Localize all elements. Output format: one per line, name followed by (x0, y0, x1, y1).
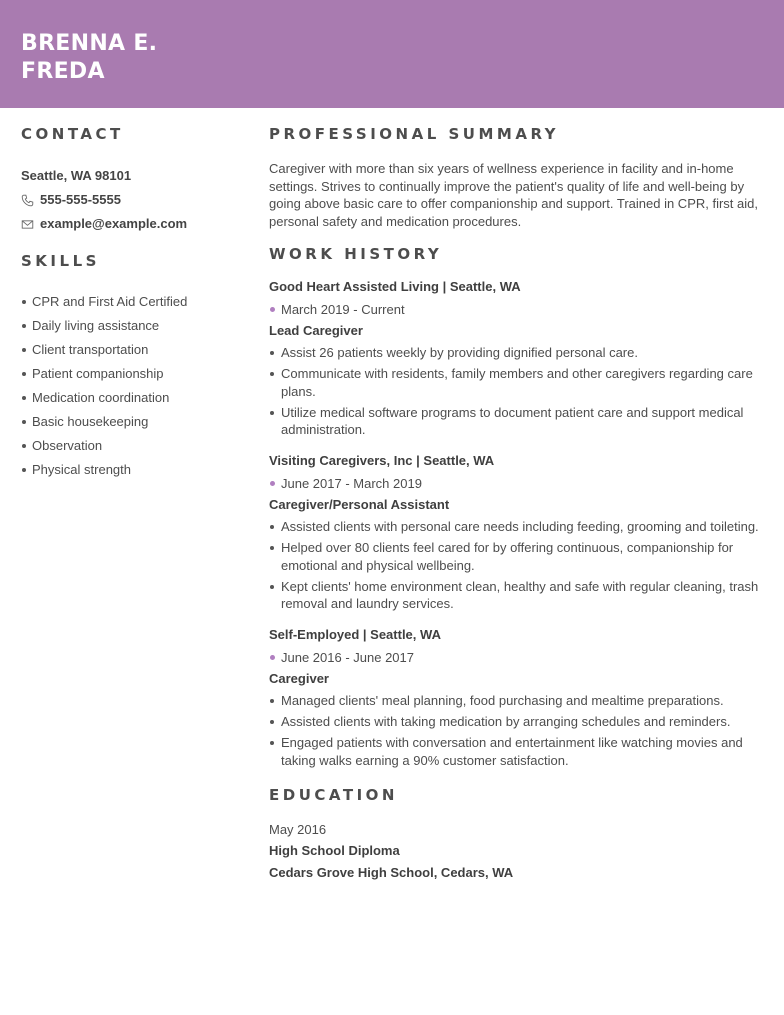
skill-item: Patient companionship (21, 362, 236, 386)
job-employer: Good Heart Assisted Living | Seattle, WA (269, 279, 521, 294)
education-date: May 2016 (269, 821, 327, 837)
skill-item: Medication coordination (21, 386, 236, 410)
job-entry (269, 626, 769, 769)
education-heading: EDUCATION (269, 785, 398, 804)
job-bullet: Engaged patients with conversation and entertainment like watching movies and taking walks earning a 90% customer satisfaction. (269, 734, 769, 769)
address-text: Seattle, WA 98101 (21, 168, 132, 183)
phone-text: 555-555-5555 (40, 192, 121, 207)
first-name: BRENNA E. (21, 31, 158, 56)
job-bullet: Assisted clients with taking medication by arranging schedules and reminders. (269, 713, 769, 731)
job-dates: June 2016 - June 2017 (269, 647, 769, 668)
job-role: Caregiver (269, 671, 329, 686)
job-bullets (269, 518, 769, 613)
job-bullet: Communicate with residents, family members and other caregivers regarding care plans. (269, 365, 769, 400)
job-bullet: Kept clients' home environment clean, healthy and safe with regular cleaning, trash removal and laundry services. (269, 578, 769, 613)
last-name: FREDA (21, 59, 105, 84)
skill-item: Basic housekeeping (21, 410, 236, 434)
contact-heading: CONTACT (21, 125, 124, 143)
email-text: example@example.com (40, 216, 188, 231)
summary-text: Caregiver with more than six years of wellness experience in facility and in-home settings. Strives to continually improve the patient's quality of life and well-being by going above basic care to offer companionship and support. Trained in CPR, first aid, personal safety and medication procedures. (269, 161, 758, 229)
job-bullet: Helped over 80 clients feel cared for by offering continuous, companionship for emotional and physical wellbeing. (269, 539, 769, 574)
candidate-name (21, 30, 157, 86)
work-history-heading: WORK HISTORY (269, 245, 443, 263)
education-degree: High School Diploma (269, 843, 400, 858)
contact-phone (21, 188, 236, 212)
skills-list (21, 290, 236, 482)
job-bullet: Assist 26 patients weekly by providing dignified personal care. (269, 344, 769, 362)
job-employer: Visiting Caregivers, Inc | Seattle, WA (269, 453, 495, 468)
summary-heading: PROFESSIONAL SUMMARY (269, 125, 560, 143)
skill-item: Client transportation (21, 338, 236, 362)
job-bullets (269, 692, 769, 769)
job-dates: June 2017 - March 2019 (269, 473, 769, 494)
right-column (269, 124, 769, 883)
job-dates: March 2019 - Current (269, 299, 769, 320)
job-entry (269, 278, 769, 439)
job-bullets (269, 344, 769, 439)
job-bullet: Assisted clients with personal care needs including feeding, grooming and toileting. (269, 518, 769, 536)
envelope-icon (21, 218, 34, 231)
job-role: Lead Caregiver (269, 323, 363, 338)
job-bullet: Managed clients' meal planning, food purchasing and mealtime preparations. (269, 692, 769, 710)
skill-item: CPR and First Aid Certified (21, 290, 236, 314)
phone-icon (21, 194, 34, 207)
skill-item: Daily living assistance (21, 314, 236, 338)
left-column (21, 124, 236, 482)
contact-address (21, 164, 236, 188)
contact-email (21, 212, 236, 236)
job-employer: Self-Employed | Seattle, WA (269, 627, 441, 642)
skills-heading: SKILLS (21, 252, 100, 270)
education-school: Cedars Grove High School, Cedars, WA (269, 864, 514, 880)
job-role: Caregiver/Personal Assistant (269, 497, 450, 512)
skill-item: Physical strength (21, 458, 236, 482)
job-entry (269, 452, 769, 613)
skill-item: Observation (21, 434, 236, 458)
job-bullet: Utilize medical software programs to document patient care and support medical administration. (269, 404, 769, 439)
header-banner (0, 0, 784, 108)
